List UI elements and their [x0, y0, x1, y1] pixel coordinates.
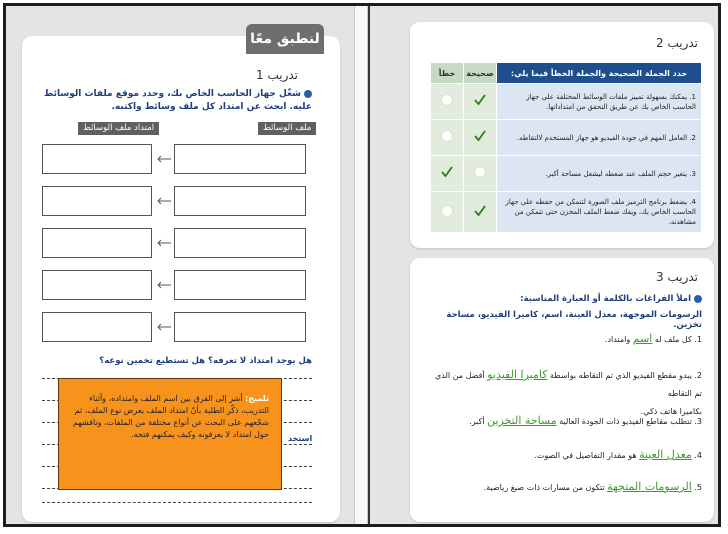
item-number: 5.	[694, 483, 702, 492]
bullet-icon	[304, 90, 312, 98]
partial-text: استخد	[288, 434, 313, 443]
extension-box[interactable]	[42, 186, 152, 216]
page-title-tab: لنطبق معًا	[246, 24, 324, 54]
media-file-box[interactable]	[174, 312, 306, 342]
word-bank: الرسومات الموجهة، معدل العينة، اسم، كاميرا الفيديو، مساحة تخزين.	[446, 310, 702, 330]
true-option[interactable]	[464, 156, 497, 192]
page-divider	[368, 6, 370, 524]
table-header-true: صحيحة	[464, 63, 497, 84]
fill-item-1	[426, 332, 702, 345]
answer-line	[42, 502, 312, 503]
false-option[interactable]	[431, 84, 464, 120]
hint-text: أشر إلى الفرق بين اسم الملف وامتداده، وأثناء التدريب، ذكّر الطلبة بأنّ امتداد الملف يعرض نوع الملف، ثم شجّعهم على البحث عن أنواع مختلفة من الملفات، وناقشهم حول امتداد لا يعرفونه وكيف يمكنهم فتحه.	[73, 394, 269, 439]
fill-item-4	[426, 448, 702, 461]
item-before: يبدو مقطع الفيديو الذي تم التقاطه بواسطة	[549, 371, 692, 380]
exercise3-instruction	[426, 294, 702, 304]
true-option[interactable]	[464, 192, 497, 233]
statement-4: 4. يضغط برنامج الترميز ملف الصورة لتتمكن من حفظه على جهاز الحاسب الخاص بك، ويفك ضغط الملف المخزن حتى تتمكن من مشاهدته.	[497, 192, 702, 233]
exercise1-instruction	[34, 88, 312, 114]
radio-icon	[441, 205, 453, 217]
table-row	[431, 192, 702, 233]
teacher-hint-note	[58, 378, 282, 490]
item-number: 4.	[694, 451, 702, 460]
media-file-box[interactable]	[174, 228, 306, 258]
table-header-false: خطأ	[431, 63, 464, 84]
false-option[interactable]	[431, 156, 464, 192]
book-spine	[354, 6, 368, 524]
exercise1-question: هل يوجد امتداد لا تعرفه؟ هل تستطيع تخمين نوعه؟	[99, 356, 312, 366]
extension-box[interactable]	[42, 228, 152, 258]
checkmark-icon	[440, 165, 454, 179]
checkmark-icon	[473, 129, 487, 143]
exercise1-title: تدريب 1	[255, 68, 298, 82]
checkmark-icon	[473, 93, 487, 107]
checkmark-icon	[473, 204, 487, 218]
extension-box[interactable]	[42, 144, 152, 174]
item-before: تتطلب مقاطع الفيديو ذات الجودة العالية	[559, 417, 692, 426]
radio-icon	[441, 130, 453, 142]
item-after: وامتداد.	[604, 335, 631, 344]
item-number: 2.	[694, 371, 702, 380]
filled-answer[interactable]: مساحة التخزين	[487, 414, 557, 427]
filled-answer[interactable]: الرسومات المتجهة	[607, 480, 692, 493]
left-arrow-icon	[156, 322, 172, 332]
exercise3-instruction-text: املأ الفراغات بالكلمة أو العبارة المناسبة:	[520, 294, 691, 304]
statement-2: 2. العامل المهم في جودة الفيديو هو جهاز المستخدم لالتقاطه.	[497, 120, 702, 156]
document-frame	[3, 3, 721, 527]
extension-box[interactable]	[42, 312, 152, 342]
left-arrow-icon	[156, 238, 172, 248]
filled-answer[interactable]: معدل العينة	[639, 448, 692, 461]
left-arrow-icon	[156, 196, 172, 206]
item-before: كل ملف له	[654, 335, 692, 344]
table-header-statement: حدد الجملة الصحيحة والجملة الخطأ فيما يلي:	[497, 63, 702, 84]
hint-label: تلميح:	[245, 394, 269, 403]
fill-item-5	[426, 480, 702, 493]
item-line2: بكاميرا هاتف ذكي.	[640, 407, 702, 416]
table-row	[431, 120, 702, 156]
false-option[interactable]	[431, 192, 464, 233]
fill-item-2	[426, 366, 702, 421]
item-after: أكبر.	[469, 417, 485, 426]
item-after: أفضل من الذي تم التقاطه	[435, 371, 702, 398]
filled-answer[interactable]: اسم	[632, 332, 653, 345]
true-option[interactable]	[464, 120, 497, 156]
statement-1: 1. يمكنك بسهولة تمييز ملفات الوسائط المختلفة على جهاز الحاسب الخاص بك عن طريق التحقق من امتداداتها.	[497, 84, 702, 120]
filled-answer[interactable]: كاميرا الفيديو	[487, 368, 548, 381]
exercise2-title: تدريب 2	[655, 36, 698, 50]
media-file-box[interactable]	[174, 186, 306, 216]
exercise1-instruction-text: شغّل جهاز الحاسب الخاص بك، وحدد موقع ملفات الوسائط عليه. ابحث عن امتداد كل ملف وسائط واكتبه.	[44, 89, 312, 112]
left-arrow-icon	[156, 280, 172, 290]
table-row	[431, 84, 702, 120]
radio-icon	[474, 166, 486, 178]
item-after: هو مقدار التفاصيل في الصوت.	[534, 451, 637, 460]
col-label-extension: امتداد ملف الوسائط	[78, 122, 159, 135]
item-after: تتكون من مسارات ذات صيغ رياضية.	[483, 483, 605, 492]
media-file-box[interactable]	[174, 270, 306, 300]
table-row	[431, 156, 702, 192]
exercise3-title: تدريب 3	[655, 270, 698, 284]
media-file-box[interactable]	[174, 144, 306, 174]
col-label-media-file: ملف الوسائط	[258, 122, 316, 135]
true-false-table	[430, 62, 702, 233]
item-number: 1.	[694, 335, 702, 344]
fill-item-3	[426, 414, 702, 427]
left-arrow-icon	[156, 154, 172, 164]
bullet-icon	[694, 295, 702, 303]
item-number: 3.	[694, 417, 702, 426]
false-option[interactable]	[431, 120, 464, 156]
statement-3: 3. يتغير حجم الملف عند ضغطه ليشغل مساحة أكبر.	[497, 156, 702, 192]
radio-icon	[441, 94, 453, 106]
true-option[interactable]	[464, 84, 497, 120]
extension-box[interactable]	[42, 270, 152, 300]
